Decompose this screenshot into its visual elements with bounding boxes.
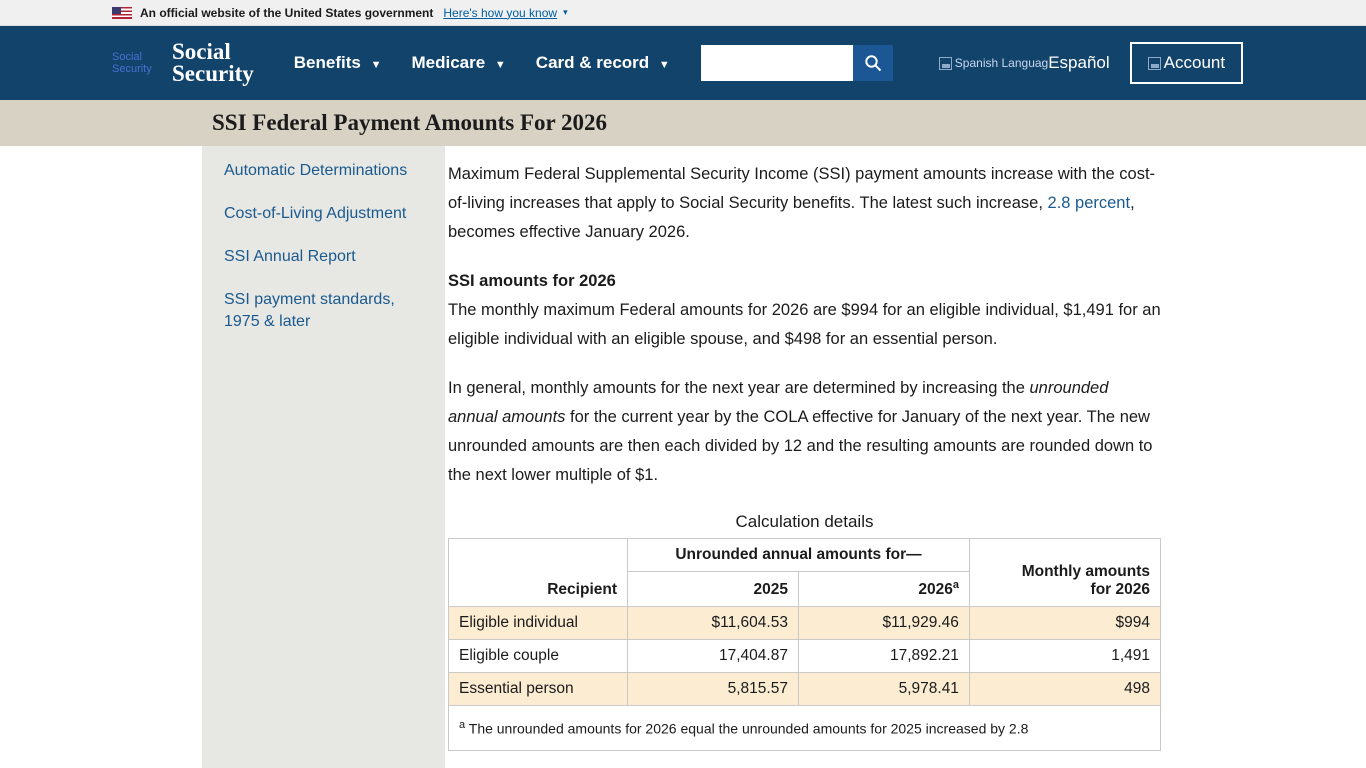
table-row	[449, 673, 1161, 706]
cell-unrounded-2025: $11,604.53	[628, 607, 799, 640]
nav-item-benefits[interactable]	[294, 53, 382, 73]
calculation-details-table	[448, 538, 1161, 706]
spanish-language-alt-text: Spanish Languag	[954, 56, 1049, 70]
sidebar-item-ssi-annual-report[interactable]: SSI Annual Report	[224, 248, 356, 265]
site-brand[interactable]	[172, 41, 254, 85]
intro-text-part-2: , becomes effective January 2026.	[448, 194, 1135, 241]
cell-unrounded-2026: $11,929.46	[798, 607, 969, 640]
language-label: Español	[1048, 53, 1110, 72]
page-title: SSI Federal Payment Amounts For 2026	[212, 110, 608, 135]
table-row	[449, 640, 1161, 673]
nav-item-card-and-record-label: Card & record	[535, 53, 650, 72]
cell-unrounded-2025: 5,815.57	[628, 673, 799, 706]
table-row	[449, 607, 1161, 640]
header-unrounded-group: Unrounded annual amounts for—	[628, 539, 970, 572]
row-label-eligible-individual: Eligible individual	[449, 607, 628, 640]
table-body	[449, 607, 1161, 706]
cell-monthly-2026: 498	[969, 673, 1160, 706]
amounts-paragraph: The monthly maximum Federal amounts for 2026 are $994 for an eligible individual, $1,491 for an eligible individual with an eligible spouse, and $498 for an essential person.	[448, 301, 1161, 348]
language-switcher[interactable]	[939, 53, 1110, 73]
chevron-down-icon: ▼	[494, 59, 506, 71]
cola-percent-link[interactable]: 2.8 percent	[1047, 194, 1131, 212]
row-label-essential-person: Essential person	[449, 673, 628, 706]
site-header	[0, 26, 1366, 100]
footnote-marker-a: a	[952, 579, 959, 591]
header-recipient: Recipient	[449, 539, 628, 607]
account-icon	[1148, 57, 1164, 70]
search-icon	[864, 54, 882, 72]
gov-banner-text: An official website of the United States government	[140, 5, 434, 20]
main-content	[445, 146, 1366, 768]
nav-item-medicare-label: Medicare	[411, 53, 486, 72]
us-flag-icon	[112, 7, 132, 19]
ssa-logo-alt-text: Social Security	[112, 51, 152, 75]
general-text-part-1: In general, monthly amounts for the next year are determined by increasing the	[448, 379, 1030, 397]
cell-unrounded-2026: 5,978.41	[798, 673, 969, 706]
sidebar	[202, 146, 445, 768]
left-gutter	[0, 146, 202, 768]
ssa-logo[interactable]	[112, 42, 170, 84]
account-label: Account	[1163, 53, 1226, 72]
header-year-2026	[798, 572, 969, 607]
intro-text-part-1: Maximum Federal Supplemental Security Income (SSI) payment amounts increase with the cost-of-living increases that apply to Social Security benefits. The latest such increase,	[448, 165, 1156, 212]
table-head	[449, 539, 1161, 607]
search-input[interactable]	[701, 45, 853, 81]
chevron-down-icon: ▼	[658, 59, 670, 71]
general-emphasis: unrounded annual amounts	[448, 379, 1109, 426]
chevron-down-icon: ▼	[370, 59, 382, 71]
table-footnote	[448, 706, 1161, 751]
nav-item-card-and-record[interactable]	[536, 53, 670, 73]
how-you-know-link[interactable]: Here's how you know	[443, 5, 558, 20]
search-button[interactable]	[853, 45, 893, 81]
row-label-eligible-couple: Eligible couple	[449, 640, 628, 673]
general-paragraph	[448, 374, 1161, 490]
brand-line-1: Social	[172, 39, 231, 64]
table-caption: Calculation details	[735, 512, 874, 531]
table-header-row-1	[449, 539, 1161, 572]
ssi-amounts-subheading: SSI amounts for 2026	[448, 272, 616, 290]
general-text-part-2: for the current year by the COLA effective for January of the next year. The new unrounded amounts are then each divided by 12 and the resulting amounts are rounded down to the next lower multiple of $1.	[448, 408, 1153, 484]
header-monthly-line-1: Monthly amounts	[1021, 563, 1150, 581]
page-title-bar	[0, 100, 1366, 146]
nav-item-benefits-label: Benefits	[293, 53, 361, 72]
cell-monthly-2026: $994	[969, 607, 1160, 640]
cell-monthly-2026: 1,491	[969, 640, 1160, 673]
intro-paragraph	[448, 160, 1161, 247]
header-monthly-line-2: for 2026	[1090, 581, 1150, 599]
gov-banner	[0, 0, 1366, 26]
account-button[interactable]	[1130, 42, 1243, 84]
sidebar-item-cost-of-living-adjustment[interactable]: Cost-of-Living Adjustment	[224, 205, 407, 222]
footnote-text: The unrounded amounts for 2026 equal the unrounded amounts for 2025 increased by 2.8	[465, 720, 1029, 737]
header-year-2026-label: 2026	[918, 581, 953, 599]
primary-nav	[294, 53, 670, 73]
cell-unrounded-2025: 17,404.87	[628, 640, 799, 673]
cell-unrounded-2026: 17,892.21	[798, 640, 969, 673]
content-area	[0, 146, 1366, 768]
header-year-2025: 2025	[628, 572, 799, 607]
footnote-marker: a	[459, 719, 466, 732]
site-search	[701, 45, 893, 81]
sidebar-item-ssi-payment-standards[interactable]: SSI payment standards, 1975 & later	[224, 291, 395, 330]
brand-line-2: Security	[172, 61, 254, 86]
spanish-language-icon	[939, 56, 1048, 70]
chevron-down-icon[interactable]: ▾	[563, 7, 568, 17]
sidebar-item-automatic-determinations[interactable]: Automatic Determinations	[224, 162, 408, 179]
nav-item-medicare[interactable]	[411, 53, 505, 73]
header-monthly-amounts	[969, 539, 1160, 607]
